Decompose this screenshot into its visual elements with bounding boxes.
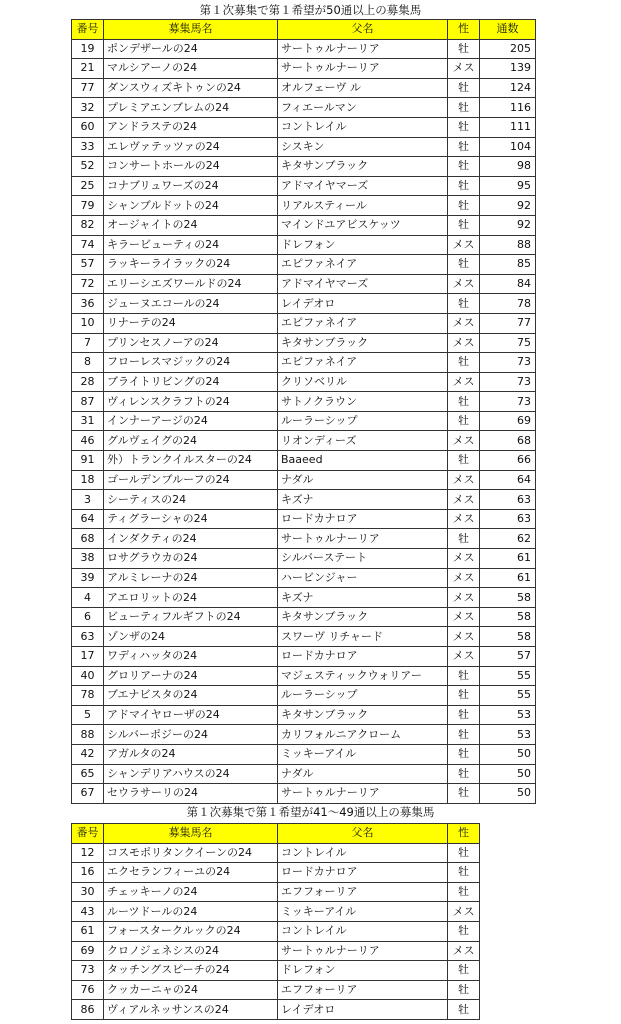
cell-number: 19 <box>72 39 104 59</box>
cell-horse-name: エレヴァテッツァの24 <box>104 137 278 157</box>
cell-number: 76 <box>72 980 104 1000</box>
cell-sex: 牡 <box>448 98 480 118</box>
cell-sire: マインドユアビスケッツ <box>278 215 448 235</box>
cell-sex: メス <box>448 607 480 627</box>
cell-horse-name: グロリアーナの24 <box>104 666 278 686</box>
cell-number: 7 <box>72 333 104 353</box>
cell-sex: メス <box>448 235 480 255</box>
cell-sire: アドマイヤマーズ <box>278 274 448 294</box>
cell-horse-name: ルーツドールの24 <box>104 902 278 922</box>
header-horse-name: 募集馬名 <box>104 20 278 40</box>
cell-number: 43 <box>72 902 104 922</box>
table-row <box>72 372 536 392</box>
cell-sex: 牡 <box>448 411 480 431</box>
cell-count: 98 <box>480 157 536 177</box>
table-row <box>72 451 536 471</box>
cell-number: 30 <box>72 882 104 902</box>
cell-sex: 牡 <box>448 784 480 804</box>
cell-sire: Baaeed <box>278 451 448 471</box>
cell-sire: コントレイル <box>278 843 448 863</box>
table-row <box>72 666 536 686</box>
cell-sire: レイデオロ <box>278 1000 448 1020</box>
cell-count: 205 <box>480 39 536 59</box>
cell-sire: スワーヴ リチャード <box>278 627 448 647</box>
cell-number: 87 <box>72 392 104 412</box>
cell-horse-name: インナーアージの24 <box>104 411 278 431</box>
cell-sire: サートゥルナーリア <box>278 39 448 59</box>
cell-count: 53 <box>480 725 536 745</box>
cell-sex: メス <box>448 627 480 647</box>
cell-count: 111 <box>480 117 536 137</box>
cell-sire: ロードカナロア <box>278 863 448 883</box>
cell-number: 57 <box>72 255 104 275</box>
cell-number: 3 <box>72 490 104 510</box>
cell-count: 50 <box>480 744 536 764</box>
cell-number: 25 <box>72 176 104 196</box>
cell-number: 77 <box>72 78 104 98</box>
table-row <box>72 529 536 549</box>
cell-horse-name: ラッキーライラックの24 <box>104 255 278 275</box>
cell-sire: シルバーステート <box>278 549 448 569</box>
table-row <box>72 843 480 863</box>
cell-horse-name: インダクティの24 <box>104 529 278 549</box>
cell-count: 58 <box>480 588 536 608</box>
table-row <box>72 705 536 725</box>
cell-sire: エピファネイア <box>278 255 448 275</box>
cell-horse-name: アルミレーナの24 <box>104 568 278 588</box>
cell-sire: サートゥルナーリア <box>278 941 448 961</box>
table-row <box>72 686 536 706</box>
cell-number: 91 <box>72 451 104 471</box>
cell-sex: メス <box>448 941 480 961</box>
cell-horse-name: キラービューティの24 <box>104 235 278 255</box>
cell-horse-name: ヴィレンスクラフトの24 <box>104 392 278 412</box>
cell-sex: メス <box>448 470 480 490</box>
cell-sire: オルフェーヴ ル <box>278 78 448 98</box>
cell-count: 69 <box>480 411 536 431</box>
table-row <box>72 764 536 784</box>
table-row <box>72 882 480 902</box>
header-sire: 父名 <box>278 824 448 844</box>
cell-horse-name: シャンデリアハウスの24 <box>104 764 278 784</box>
cell-count: 58 <box>480 607 536 627</box>
cell-sire: エフフォーリア <box>278 882 448 902</box>
cell-sex: 牡 <box>448 215 480 235</box>
cell-sire: ドレフォン <box>278 235 448 255</box>
cell-count: 73 <box>480 353 536 373</box>
cell-sex: 牡 <box>448 176 480 196</box>
cell-horse-name: ビューティフルギフトの24 <box>104 607 278 627</box>
cell-number: 82 <box>72 215 104 235</box>
table-body <box>72 39 536 803</box>
cell-sex: メス <box>448 509 480 529</box>
cell-number: 63 <box>72 627 104 647</box>
table-row <box>72 157 536 177</box>
cell-sex: 牡 <box>448 196 480 216</box>
cell-sire: エピファネイア <box>278 313 448 333</box>
table-row <box>72 411 536 431</box>
cell-count: 124 <box>480 78 536 98</box>
cell-number: 16 <box>72 863 104 883</box>
cell-sex: 牡 <box>448 1000 480 1020</box>
cell-horse-name: コナブリュワーズの24 <box>104 176 278 196</box>
table-row <box>72 39 536 59</box>
applications-50-plus-table <box>71 19 536 804</box>
cell-sire: ミッキーアイル <box>278 902 448 922</box>
cell-sire: ナダル <box>278 470 448 490</box>
table-row <box>72 863 480 883</box>
cell-sire: カリフォルニアクローム <box>278 725 448 745</box>
table-row <box>72 235 536 255</box>
cell-count: 139 <box>480 59 536 79</box>
cell-number: 40 <box>72 666 104 686</box>
cell-sex: 牡 <box>448 157 480 177</box>
cell-count: 61 <box>480 549 536 569</box>
cell-number: 17 <box>72 647 104 667</box>
cell-sire: サートゥルナーリア <box>278 784 448 804</box>
cell-count: 62 <box>480 529 536 549</box>
cell-sex: メス <box>448 902 480 922</box>
cell-sire: コントレイル <box>278 117 448 137</box>
cell-count: 53 <box>480 705 536 725</box>
cell-count: 78 <box>480 294 536 314</box>
cell-horse-name: タッチングスピーチの24 <box>104 961 278 981</box>
cell-horse-name: ブエナビスタの24 <box>104 686 278 706</box>
table-row <box>72 274 536 294</box>
cell-sire: シスキン <box>278 137 448 157</box>
cell-number: 64 <box>72 509 104 529</box>
cell-sex: 牡 <box>448 39 480 59</box>
cell-sire: リアルスティール <box>278 196 448 216</box>
cell-sex: 牡 <box>448 353 480 373</box>
cell-count: 88 <box>480 235 536 255</box>
cell-horse-name: アエロリットの24 <box>104 588 278 608</box>
cell-count: 116 <box>480 98 536 118</box>
table-row <box>72 568 536 588</box>
table-row <box>72 470 536 490</box>
cell-sire: ハービンジャー <box>278 568 448 588</box>
table-header-row <box>72 20 536 40</box>
cell-sex: メス <box>448 333 480 353</box>
cell-count: 57 <box>480 647 536 667</box>
table-row <box>72 509 536 529</box>
cell-count: 92 <box>480 215 536 235</box>
table-row <box>72 176 536 196</box>
cell-sire: レイデオロ <box>278 294 448 314</box>
cell-horse-name: ゾンザの24 <box>104 627 278 647</box>
table-row <box>72 725 536 745</box>
cell-sire: サトノクラウン <box>278 392 448 412</box>
header-count: 通数 <box>480 20 536 40</box>
table-row <box>72 215 536 235</box>
cell-count: 77 <box>480 313 536 333</box>
cell-sire: サートゥルナーリア <box>278 59 448 79</box>
cell-horse-name: ポンデザールの24 <box>104 39 278 59</box>
table-row <box>72 490 536 510</box>
cell-sex: 牡 <box>448 744 480 764</box>
cell-sire: エフフォーリア <box>278 980 448 1000</box>
cell-sire: ミッキーアイル <box>278 744 448 764</box>
cell-sex: 牡 <box>448 117 480 137</box>
table-row <box>72 255 536 275</box>
cell-sire: マジェスティックウォリアー <box>278 666 448 686</box>
cell-horse-name: シャンブルドットの24 <box>104 196 278 216</box>
cell-sex: 牡 <box>448 529 480 549</box>
cell-number: 28 <box>72 372 104 392</box>
cell-sex: 牡 <box>448 921 480 941</box>
cell-number: 74 <box>72 235 104 255</box>
header-sex: 性 <box>448 20 480 40</box>
cell-horse-name: シーティスの24 <box>104 490 278 510</box>
header-horse-name: 募集馬名 <box>104 824 278 844</box>
cell-count: 92 <box>480 196 536 216</box>
cell-count: 104 <box>480 137 536 157</box>
cell-number: 38 <box>72 549 104 569</box>
cell-sire: キタサンブラック <box>278 607 448 627</box>
table-row <box>72 744 536 764</box>
cell-horse-name: クッカーニャの24 <box>104 980 278 1000</box>
table-row <box>72 98 536 118</box>
cell-horse-name: 外）トランクイルスターの24 <box>104 451 278 471</box>
cell-count: 50 <box>480 764 536 784</box>
cell-horse-name: ヴィアルネッサンスの24 <box>104 1000 278 1020</box>
cell-count: 84 <box>480 274 536 294</box>
cell-number: 72 <box>72 274 104 294</box>
cell-horse-name: フォースタークルックの24 <box>104 921 278 941</box>
table-row <box>72 333 536 353</box>
table-row <box>72 607 536 627</box>
cell-number: 5 <box>72 705 104 725</box>
cell-count: 85 <box>480 255 536 275</box>
cell-sire: キズナ <box>278 490 448 510</box>
table-row <box>72 647 536 667</box>
cell-number: 79 <box>72 196 104 216</box>
cell-sex: 牡 <box>448 863 480 883</box>
cell-sex: 牡 <box>448 725 480 745</box>
cell-sex: 牡 <box>448 961 480 981</box>
table-row <box>72 117 536 137</box>
cell-horse-name: グルヴェイグの24 <box>104 431 278 451</box>
cell-count: 95 <box>480 176 536 196</box>
cell-sex: 牡 <box>448 451 480 471</box>
header-number: 番号 <box>72 20 104 40</box>
cell-horse-name: フローレスマジックの24 <box>104 353 278 373</box>
cell-horse-name: ブライトリビングの24 <box>104 372 278 392</box>
cell-sire: コントレイル <box>278 921 448 941</box>
cell-count: 68 <box>480 431 536 451</box>
cell-number: 39 <box>72 568 104 588</box>
table-body <box>72 843 480 1019</box>
table-row <box>72 902 480 922</box>
cell-sex: メス <box>448 568 480 588</box>
cell-sex: 牡 <box>448 980 480 1000</box>
cell-sex: 牡 <box>448 137 480 157</box>
cell-count: 63 <box>480 509 536 529</box>
table-row <box>72 78 536 98</box>
table-row <box>72 941 480 961</box>
cell-sex: 牡 <box>448 78 480 98</box>
cell-horse-name: クロノジェネシスの24 <box>104 941 278 961</box>
cell-horse-name: アガルタの24 <box>104 744 278 764</box>
cell-count: 50 <box>480 784 536 804</box>
cell-sire: キタサンブラック <box>278 705 448 725</box>
cell-number: 69 <box>72 941 104 961</box>
cell-number: 12 <box>72 843 104 863</box>
cell-count: 66 <box>480 451 536 471</box>
cell-sire: エピファネイア <box>278 353 448 373</box>
cell-number: 60 <box>72 117 104 137</box>
cell-horse-name: リナーテの24 <box>104 313 278 333</box>
cell-number: 8 <box>72 353 104 373</box>
cell-sire: ロードカナロア <box>278 509 448 529</box>
cell-horse-name: エリーシエズワールドの24 <box>104 274 278 294</box>
cell-sire: ルーラーシップ <box>278 411 448 431</box>
cell-horse-name: ティグラーシャの24 <box>104 509 278 529</box>
cell-count: 73 <box>480 392 536 412</box>
cell-count: 64 <box>480 470 536 490</box>
cell-number: 88 <box>72 725 104 745</box>
cell-horse-name: ゴールデンブルーフの24 <box>104 470 278 490</box>
cell-number: 10 <box>72 313 104 333</box>
cell-number: 52 <box>72 157 104 177</box>
cell-sire: ドレフォン <box>278 961 448 981</box>
cell-horse-name: ロサグラウカの24 <box>104 549 278 569</box>
cell-count: 55 <box>480 686 536 706</box>
cell-sire: キズナ <box>278 588 448 608</box>
cell-number: 18 <box>72 470 104 490</box>
cell-horse-name: セウラサーリの24 <box>104 784 278 804</box>
header-sire: 父名 <box>278 20 448 40</box>
cell-number: 36 <box>72 294 104 314</box>
cell-sex: メス <box>448 59 480 79</box>
cell-horse-name: ワディハッタの24 <box>104 647 278 667</box>
cell-number: 4 <box>72 588 104 608</box>
header-number: 番号 <box>72 824 104 844</box>
table-row <box>72 313 536 333</box>
cell-count: 75 <box>480 333 536 353</box>
table-row <box>72 392 536 412</box>
cell-horse-name: プレミアエンブレムの24 <box>104 98 278 118</box>
table-row <box>72 294 536 314</box>
table-row <box>72 196 536 216</box>
table-header-row <box>72 824 480 844</box>
cell-number: 78 <box>72 686 104 706</box>
cell-horse-name: オージャイトの24 <box>104 215 278 235</box>
cell-number: 68 <box>72 529 104 549</box>
cell-sire: クリソベリル <box>278 372 448 392</box>
cell-sire: アドマイヤマーズ <box>278 176 448 196</box>
cell-sex: 牡 <box>448 255 480 275</box>
cell-count: 63 <box>480 490 536 510</box>
cell-sire: サートゥルナーリア <box>278 529 448 549</box>
cell-horse-name: ダンスウィズキトゥンの24 <box>104 78 278 98</box>
header-sex: 性 <box>448 824 480 844</box>
applications-41-49-table <box>71 823 480 1020</box>
cell-sire: ナダル <box>278 764 448 784</box>
table-row <box>72 961 480 981</box>
cell-sex: 牡 <box>448 666 480 686</box>
cell-number: 42 <box>72 744 104 764</box>
cell-number: 61 <box>72 921 104 941</box>
cell-sex: メス <box>448 274 480 294</box>
cell-sex: メス <box>448 647 480 667</box>
table-row <box>72 921 480 941</box>
cell-number: 46 <box>72 431 104 451</box>
cell-horse-name: マルシアーノの24 <box>104 59 278 79</box>
cell-number: 86 <box>72 1000 104 1020</box>
table-row <box>72 980 480 1000</box>
cell-sex: 牡 <box>448 392 480 412</box>
cell-sire: ルーラーシップ <box>278 686 448 706</box>
table-row <box>72 353 536 373</box>
cell-horse-name: チェッキーノの24 <box>104 882 278 902</box>
cell-sire: フィエールマン <box>278 98 448 118</box>
cell-sire: キタサンブラック <box>278 157 448 177</box>
cell-sire: キタサンブラック <box>278 333 448 353</box>
section1-title: 第１次募集で第１希望が50通以上の募集馬 <box>199 3 422 17</box>
cell-horse-name: プリンセスノーアの24 <box>104 333 278 353</box>
cell-sex: メス <box>448 549 480 569</box>
cell-sex: 牡 <box>448 294 480 314</box>
section2-title: 第１次募集で第１希望が41～49通以上の募集馬 <box>186 805 435 819</box>
table-row <box>72 549 536 569</box>
cell-sex: メス <box>448 313 480 333</box>
cell-number: 31 <box>72 411 104 431</box>
table-row <box>72 627 536 647</box>
cell-number: 73 <box>72 961 104 981</box>
cell-number: 32 <box>72 98 104 118</box>
cell-sire: ロードカナロア <box>278 647 448 667</box>
cell-count: 58 <box>480 627 536 647</box>
cell-sex: 牡 <box>448 843 480 863</box>
cell-horse-name: シルバーポジーの24 <box>104 725 278 745</box>
cell-horse-name: アンドラステの24 <box>104 117 278 137</box>
cell-sex: 牡 <box>448 686 480 706</box>
table-row <box>72 137 536 157</box>
cell-horse-name: ジューヌエコールの24 <box>104 294 278 314</box>
cell-count: 73 <box>480 372 536 392</box>
cell-sex: メス <box>448 490 480 510</box>
cell-number: 21 <box>72 59 104 79</box>
cell-sex: メス <box>448 431 480 451</box>
cell-sex: 牡 <box>448 705 480 725</box>
table-row <box>72 1000 480 1020</box>
cell-number: 65 <box>72 764 104 784</box>
cell-horse-name: コスモポリタンクイーンの24 <box>104 843 278 863</box>
cell-horse-name: コンサートホールの24 <box>104 157 278 177</box>
cell-sex: メス <box>448 372 480 392</box>
cell-number: 67 <box>72 784 104 804</box>
cell-horse-name: エクセランフィーユの24 <box>104 863 278 883</box>
cell-count: 55 <box>480 666 536 686</box>
table-row <box>72 784 536 804</box>
table-row <box>72 59 536 79</box>
cell-sex: メス <box>448 588 480 608</box>
cell-sex: 牡 <box>448 764 480 784</box>
table-row <box>72 588 536 608</box>
cell-horse-name: アドマイヤローザの24 <box>104 705 278 725</box>
cell-count: 61 <box>480 568 536 588</box>
cell-sex: 牡 <box>448 882 480 902</box>
cell-sire: リオンディーズ <box>278 431 448 451</box>
cell-number: 33 <box>72 137 104 157</box>
cell-number: 6 <box>72 607 104 627</box>
table-row <box>72 431 536 451</box>
